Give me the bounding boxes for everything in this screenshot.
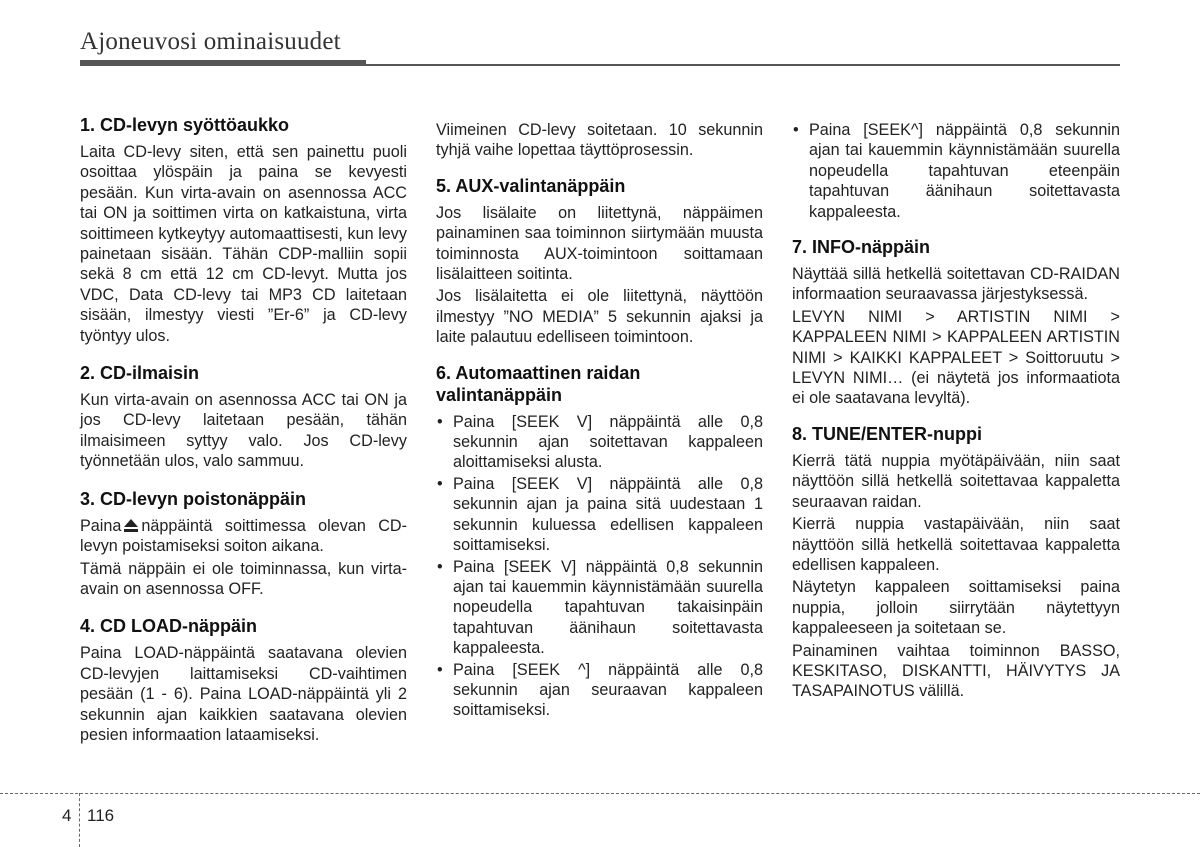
column-2 xyxy=(436,120,763,735)
footer-divider xyxy=(0,793,1200,794)
paragraph xyxy=(80,516,407,557)
section-heading: 4. CD LOAD-näppäin xyxy=(80,616,258,637)
section-heading: 1. CD-levyn syöttöaukko xyxy=(80,115,290,135)
paragraph: LEVYN NIMI > ARTISTIN NIMI > KAPPALEEN NIMI > KAPPALEEN ARTISTIN NIMI > KAIKKI KAPPALEET > Soittoruutu > LEVYN NIMI… (ei näytetä jos informaatiota ei ole saatavana levyltä). xyxy=(792,307,1120,408)
list-item: • Paina [SEEK ^] näppäintä alle 0,8 sekunnin ajan seuraavan kappaleen soittamiseksi. xyxy=(437,660,763,720)
text: näppäintä soittimessa olevan CD-levyn poistamiseksi soiton aikana. xyxy=(80,516,407,556)
list-item: • Paina [SEEK V] näppäintä alle 0,8 sekunnin ajan soitettavan kappaleen aloittamiseksi alusta. xyxy=(437,412,763,472)
paragraph: Näyttää sillä hetkellä soitettavan CD-RAIDAN informaation seuraavassa järjestyksessä. xyxy=(792,265,1120,304)
section-auto-track xyxy=(436,362,763,721)
paragraph: Paina LOAD-näppäintä saatavana olevien CD-levyjen laittamiseksi CD-vaihtimen pesään (1 - 6). Paina LOAD-näppäintä yli 2 sekunnin ajan kaikkien saatavana olevien pesien informaation lataamiseksi. xyxy=(80,644,407,744)
page-number: 116 xyxy=(87,806,115,825)
header-rule-thick xyxy=(80,60,366,66)
paragraph: Viimeinen CD-levy soitetaan. 10 sekunnin tyhjä vaihe lopettaa täyttöprosessin. xyxy=(436,121,763,160)
text: Paina xyxy=(80,516,122,535)
section-aux-select xyxy=(436,175,763,348)
section-cd-slot xyxy=(80,114,407,346)
bullet-list xyxy=(436,412,763,721)
section-heading: 7. INFO-näppäin xyxy=(792,237,931,258)
column-1 xyxy=(80,114,407,761)
footer-vertical-divider xyxy=(79,793,80,847)
eject-icon xyxy=(124,519,138,532)
chapter-number: 4 xyxy=(62,806,72,825)
paragraph: Kun virta-avain on asennossa ACC tai ON ja jos CD-levy laitetaan pesään, tähän ilmaisimeen syttyy valo. Jos CD-levy työnnetään ulos, valo sammuu. xyxy=(80,391,407,471)
section-info xyxy=(792,236,1120,409)
section-heading: 5. AUX-valintanäppäin xyxy=(436,175,626,196)
header-rule-thin xyxy=(366,64,1120,66)
bullet-list xyxy=(792,120,1120,222)
section-cd-load xyxy=(80,615,407,745)
section-tune-enter xyxy=(792,423,1120,702)
section-heading: 2. CD-ilmaisin xyxy=(80,363,200,384)
page-header-title: Ajoneuvosi ominaisuudet xyxy=(80,28,341,55)
paragraph: Näytetyn kappaleen soittamiseksi paina nuppia, jolloin siirrytään näytettyyn kappaleeseen ja soitetaan se. xyxy=(792,578,1120,638)
section-heading: 8. TUNE/ENTER-nuppi xyxy=(792,423,982,444)
paragraph: Jos lisälaitetta ei ole liitettynä, näyttöön ilmestyy ”NO MEDIA” 5 sekunnin ajaksi ja laite palautuu edelliseen toimintoon. xyxy=(436,287,763,347)
list-item: • Paina [SEEK V] näppäintä 0,8 sekunnin ajan tai kauemmin käynnistämään suurella nopeudella tapahtuvan takaisinpäin tapahtuvan äänihaun soitettavasta kappaleesta. xyxy=(437,557,763,658)
section-heading: 3. CD-levyn poistonäppäin xyxy=(80,488,307,509)
list-item: • Paina [SEEK V] näppäintä alle 0,8 sekunnin ajan ja paina sitä uudestaan 1 sekunnin kuluessa edellisen kappaleen soittamiseksi. xyxy=(437,474,763,555)
section-heading: 6. Automaattinen raidan valintanäppäin xyxy=(436,362,641,405)
column-3 xyxy=(792,120,1120,716)
paragraph: Jos lisälaite on liitettynä, näppäimen painaminen saa toiminnon siirtymään muusta toiminnosta AUX-toimintoon soittamaan lisälaitteen soitinta. xyxy=(436,203,763,284)
paragraph: Kierrä nuppia vastapäivään, niin saat näyttöön sillä hetkellä soitettavaa kappaletta edellisen kappaleen. xyxy=(792,515,1120,574)
section-cd-eject xyxy=(80,488,407,600)
paragraph: Laita CD-levy siten, että sen painettu puoli osoittaa ylöspäin ja paina se kevyesti pesään. Kun virta-avain on asennossa ACC tai ON ja soittimen virta on katkaistuna, virta soittimeen kytkeytyy automaattisesti, kun levy painetaan sisään. Tähän CDP-malliin sopii sekä 8 cm että 12 cm CD-levyt. Mutta jos VDC, Data CD-levy tai MP3 CD laitetaan sisään, ilmestyy viesti ”Er-6” ja CD-levy työntyy ulos. xyxy=(80,143,407,345)
paragraph: Tämä näppäin ei ole toiminnassa, kun virta-avain on asennossa OFF. xyxy=(80,559,407,598)
section-cd-indicator xyxy=(80,362,407,472)
section-continuation xyxy=(792,120,1120,222)
paragraph: Painaminen vaihtaa toiminnon BASSO, KESKITASO, DISKANTTI, HÄIVYTYS JA TASAPAINOTUS välillä. xyxy=(792,641,1120,701)
paragraph: Kierrä tätä nuppia myötäpäivään, niin saat näyttöön sillä hetkellä soitettavaa kappaletta seuraavan raidan. xyxy=(792,451,1120,511)
section-continuation xyxy=(436,120,763,161)
list-item: • Paina [SEEK^] näppäintä 0,8 sekunnin ajan tai kauemmin käynnistämään suurella nopeudella tapahtuvan eteenpäin tapahtuvan äänihaun soitettavasta kappaleesta. xyxy=(793,121,1120,221)
